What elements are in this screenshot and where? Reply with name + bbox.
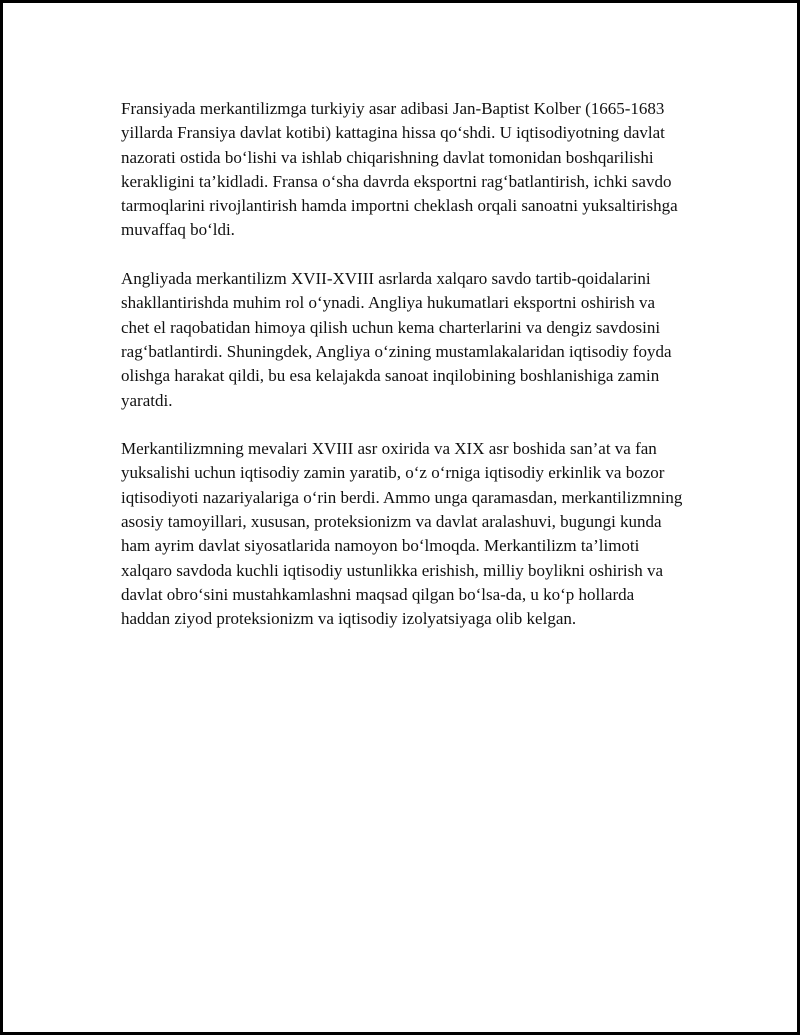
document-body — [121, 97, 683, 656]
paragraph-england-mercantilism: Angliyada merkantilizm XVII-XVIII asrlarda xalqaro savdo tartib-qoidalarini shakllantirishda muhim rol o‘ynadi. Angliya hukumatlari eksportni oshirish va chet el raqobatidan himoya qilish uchun kema charterlarini va dengiz savdosini rag‘batlantirdi. Shuningdek, Angliya o‘zining mustamlakalaridan iqtisodiy foyda olishga harakat qildi, bu esa kelajakda sanoat inqilobining boshlanishiga zamin yaratdi. — [121, 269, 672, 410]
paragraph-mercantilism-legacy: Merkantilizmning mevalari XVIII asr oxirida va XIX asr boshida san’at va fan yuksalishi uchun iqtisodiy zamin yaratib, o‘z o‘rniga iqtisodiy erkinlik va bozor iqtisodiyoti nazariyalariga o‘rin berdi. Ammo unga qaramasdan, merkantilizmning asosiy tamoyillari, xususan, proteksionizm va davlat aralashuvi, bugungi kunda ham ayrim davlat siyosatlarida namoyon bo‘lmoqda. Merkantilizm ta’limoti xalqaro savdoda kuchli iqtisodiy ustunlikka erishish, milliy boylikni oshirish va davlat obro‘sini mustahkamlashni maqsad qilgan bo‘lsa-da, u ko‘p hollarda haddan ziyod proteksionizm va iqtisodiy izolyatsiyaga olib kelgan. — [121, 439, 683, 629]
paragraph-colbert-france: Fransiyada merkantilizmga turkiyiy asar adibasi Jan-Baptist Kolber (1665-1683 yillarda Fransiya davlat kotibi) kattagina hissa qo‘shdi. U iqtisodiyotning davlat nazorati ostida bo‘lishi va ishlab chiqarishning davlat tomonidan boshqarilishi kerakligini ta’kidladi. Fransa o‘sha davrda eksportni rag‘batlantirish, ichki savdo tarmoqlarini rivojlantirish hamda importni cheklash orqali sanoatni yuksaltirishga muvaffaq bo‘ldi. — [121, 99, 678, 240]
